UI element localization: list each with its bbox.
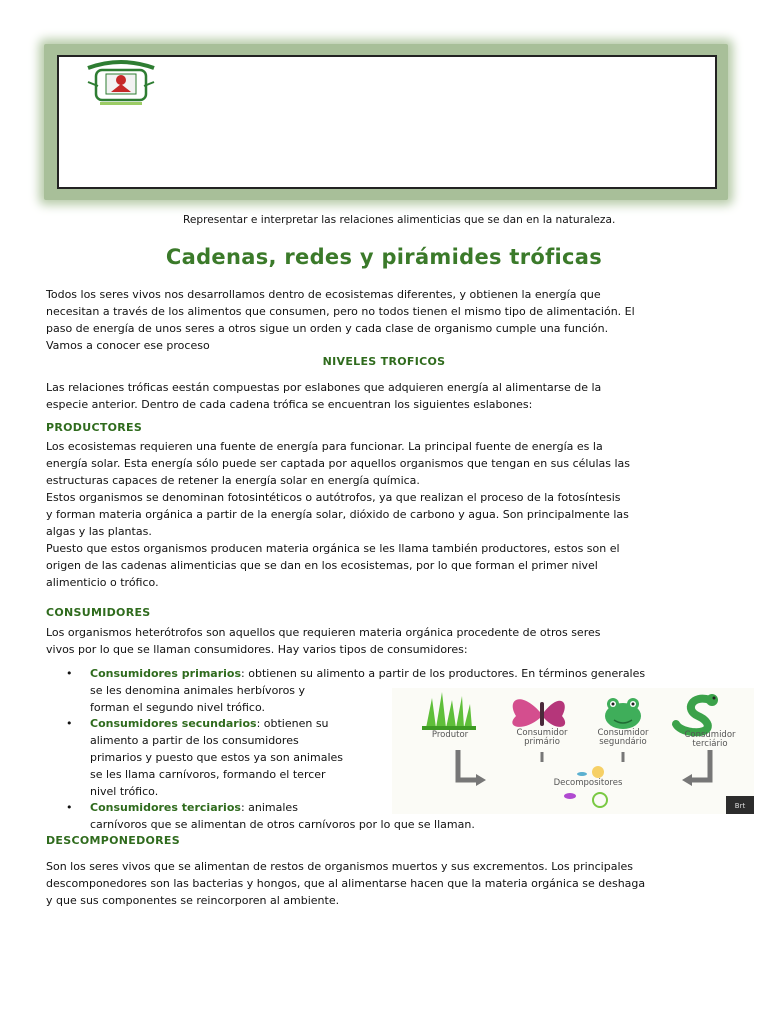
bullet-primarios-line-2: se les denomina animales herbívoros y: [90, 684, 306, 697]
productores-line-4: Estos organismos se denominan fotosintéticos o autótrofos, ya que realizan el proceso de la fotosíntesis: [46, 491, 621, 504]
productores-line-8: origen de las cadenas alimenticias que se dan en los ecosistemas, por lo que forman el primer nivel: [46, 559, 598, 572]
productores-line-6: algas y las plantas.: [46, 525, 152, 538]
bullet-primarios-line-3: forman el segundo nivel trófico.: [90, 701, 266, 714]
niveles-line-2: especie anterior. Dentro de cada cadena trófica se encuentran los siguientes eslabones:: [46, 398, 533, 411]
label-produtor: Produtor: [431, 730, 469, 740]
productores-line-1: Los ecosistemas requieren una fuente de energía para funcionar. La principal fuente de energía es la: [46, 440, 603, 453]
descomponedores-title: DESCOMPONEDORES: [46, 834, 180, 847]
label-consumidor-terciario-2: terciário: [692, 739, 728, 749]
bullet-primarios-text-1: : obtienen su alimento a partir de los productores. En términos generales: [241, 667, 646, 680]
descomp-line-2: descomponedores son las bacterias y hongos, que al alimentarse hacen que la materia orgánica se deshaga: [46, 877, 646, 890]
grass-icon: [422, 692, 476, 730]
bullet-terciarios-text-1: : animales: [240, 801, 298, 814]
butterfly-icon: [512, 699, 565, 727]
bullet-terciarios-line-2: carnívoros que se alimentan de otros carnívoros por lo que se llaman.: [90, 818, 475, 831]
label-consumidor-primario-2: primário: [524, 737, 560, 747]
bullet-secundarios-line-1: [90, 715, 400, 732]
bullet-dot: •: [66, 801, 73, 814]
productores-line-5: y forman materia orgánica a partir de la energía solar, dióxido de carbono y agua. Son principalmente las: [46, 508, 629, 521]
bullet-terciarios-line-1: [90, 799, 400, 816]
bullet-secundarios-line-2: alimento a partir de los consumidores: [90, 734, 299, 747]
term-primarios: Consumidores primarios: [90, 667, 242, 680]
label-consumidor-secundario-1: Consumidor: [597, 728, 649, 738]
bullet-dot: •: [66, 667, 73, 680]
corner-badge-text: Brt: [734, 802, 746, 810]
frog-icon: [605, 698, 641, 729]
consumidores-line-1: Los organismos heterótrofos son aquellos que requieren materia orgánica procedente de otros seres: [46, 626, 601, 639]
bullet-secundarios-line-5: nivel trófico.: [90, 785, 159, 798]
descomp-line-3: y que sus componentes se reincorporen al ambiente.: [46, 894, 340, 907]
intro-line-2: necesitan a través de los alimentos que consumen, pero no todos tienen el mismo tipo de alimentación. El: [46, 305, 635, 318]
productores-title: PRODUCTORES: [46, 421, 143, 434]
snake-icon: [676, 694, 718, 732]
productores-line-9: alimenticio o trófico.: [46, 576, 159, 589]
descomp-line-1: Son los seres vivos que se alimentan de restos de organismos muertos y sus excrementos. Los principales: [46, 860, 634, 873]
intro-line-3: paso de energía de unos seres a otros sigue un orden y cada clase de organismo cumple una función.: [46, 322, 609, 335]
consumidores-line-2: vivos por lo que se llaman consumidores. Hay varios tipos de consumidores:: [46, 643, 468, 656]
bullet-secundarios-line-4: se les llama carnívoros, formando el tercer: [90, 768, 326, 781]
productores-line-2: energía solar. Esta energía sólo puede ser captada por aquellos organismos que tengan en sus células las: [46, 457, 630, 470]
intro-line-1: Todos los seres vivos nos desarrollamos dentro de ecosistemas diferentes, y obtienen la energía que: [46, 288, 601, 301]
consumidores-title: CONSUMIDORES: [46, 606, 151, 619]
intro-line-4: Vamos a conocer ese proceso: [46, 339, 210, 352]
productores-line-3: estructuras capaces de retener la energía solar en energía química.: [46, 474, 420, 487]
label-consumidor-secundario-2: segundário: [599, 737, 647, 747]
label-consumidor-terciario-1: Consumidor: [684, 730, 736, 740]
niveles-line-1: Las relaciones tróficas eestán compuestas por eslabones que adquieren energía al alimentarse de la: [46, 381, 602, 394]
productores-line-7: Puesto que estos organismos producen materia orgánica se les llama también productores, estos son el: [46, 542, 620, 555]
niveles-title: NIVELES TROFICOS: [322, 355, 446, 368]
school-logo: [78, 58, 164, 108]
term-secundarios: Consumidores secundarios: [90, 717, 257, 730]
bullet-primarios-line-1: [90, 665, 750, 682]
term-terciarios: Consumidores terciarios: [90, 801, 241, 814]
label-decompositores: Decompositores: [553, 778, 623, 788]
bullet-secundarios-text-1: : obtienen su: [256, 717, 329, 730]
label-consumidor-primario-1: Consumidor: [516, 728, 568, 738]
food-chain-diagram: [392, 688, 754, 814]
page-title: Cadenas, redes y pirámides tróficas: [165, 245, 603, 269]
bullet-secundarios-line-3: primarios y puesto que estos ya son animales: [90, 751, 343, 764]
bullet-dot: •: [66, 717, 73, 730]
objective-text: Representar e interpretar las relaciones alimenticias que se dan en la naturaleza.: [183, 214, 616, 226]
